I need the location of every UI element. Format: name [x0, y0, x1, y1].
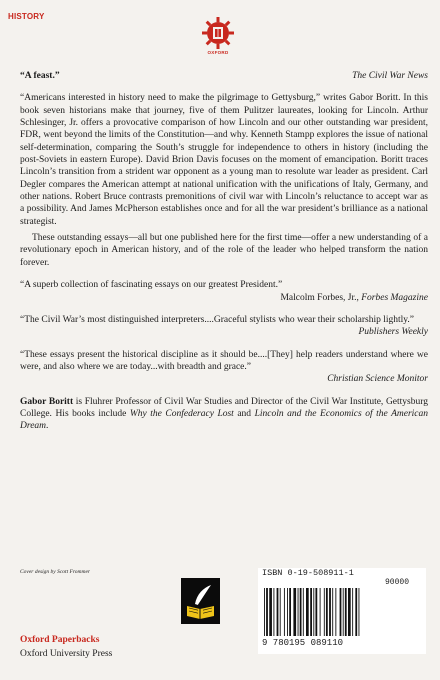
- back-cover-content: [20, 70, 428, 442]
- review-text: “These essays present the historical discipline as it should be....[They] help readers understand where we were, and also where we are today...with breadth and grace.”: [20, 349, 428, 372]
- review-attribution-name: Malcolm Forbes, Jr.,: [280, 292, 362, 303]
- headline-quote-text: “A feast.”: [20, 71, 60, 81]
- barcode-bar: [340, 588, 342, 636]
- barcode-bar: [306, 588, 309, 636]
- barcode-bar: [284, 588, 285, 636]
- author-book-title: Lincoln and the Economics of the American Dream: [20, 408, 429, 432]
- isbn-label: ISBN 0-19-508911-1: [262, 568, 354, 578]
- review-text: “The Civil War’s most distinguished interpreters....Graceful stylists who wear their scholarship lightly.”: [20, 314, 415, 325]
- barcode-bar: [277, 588, 279, 636]
- barcode-bar: [273, 588, 274, 636]
- barcode-image: [262, 588, 422, 636]
- author-bio-text: and: [233, 408, 255, 419]
- review-quote: [20, 314, 428, 339]
- review-attribution-publication: Publishers Weekly: [358, 327, 428, 338]
- publisher-name: Oxford University Press: [20, 649, 113, 659]
- barcode-bar: [280, 588, 281, 636]
- author-bio-text: .: [46, 421, 49, 432]
- barcode-bar: [332, 588, 333, 636]
- barcode-bar: [310, 588, 312, 636]
- isbn-number: 9 780195 089110: [262, 638, 344, 648]
- review-quote: [20, 279, 428, 304]
- barcode-bar: [300, 588, 302, 636]
- barcode-bar: [355, 588, 357, 636]
- review-text: “A superb collection of fascinating essays on our greatest President.”: [20, 280, 283, 291]
- barcode-bar: [315, 588, 317, 636]
- barcode-bar: [329, 588, 331, 636]
- barcode-bar: [264, 588, 265, 636]
- barcode-bar: [266, 588, 268, 636]
- barcode-bar: [289, 588, 291, 636]
- review-attribution-publication: Forbes Magazine: [361, 292, 428, 303]
- cover-design-credit: Cover design by Scott Frommer: [20, 569, 91, 575]
- author-name: Gabor Boritt: [20, 396, 74, 407]
- imprint-name: Oxford Paperbacks: [20, 635, 100, 645]
- barcode-bar: [293, 588, 296, 636]
- barcode-bar: [345, 588, 347, 636]
- barcode-bar: [335, 588, 336, 636]
- review-attribution: [20, 373, 428, 385]
- barcode-bar: [298, 588, 299, 636]
- price-code: 90000: [385, 578, 410, 587]
- barcode-bar: [303, 588, 304, 636]
- author-book-title: Why the Confederacy Lost: [129, 408, 234, 419]
- category-label: HISTORY: [8, 12, 45, 21]
- author-bio: [20, 396, 428, 433]
- review-quote: [20, 349, 428, 386]
- barcode-bar: [359, 588, 360, 636]
- barcode-bar: [352, 588, 353, 636]
- headline-quote: [20, 70, 428, 82]
- barcode-bar: [348, 588, 351, 636]
- barcode-bar: [269, 588, 272, 636]
- review-attribution: [20, 326, 428, 338]
- description-paragraph-2: These outstanding essays—all but one published here for the first time—offer a new understanding of a revolutionary epoch in American history, and of the role of the leader who helped transform the nation forever.: [20, 233, 428, 268]
- review-attribution-publication: Christian Science Monitor: [327, 374, 428, 385]
- barcode-bar: [313, 588, 314, 636]
- barcode-bar: [343, 588, 344, 636]
- headline-quote-source: The Civil War News: [352, 71, 428, 81]
- barcode-bar: [326, 588, 328, 636]
- barcode-bar: [320, 588, 321, 636]
- review-attribution: [20, 292, 428, 304]
- description-paragraph-1: “Americans interested in history need to make the pilgrimage to Gettysburg,” writes Gabor Boritt. In this book seven historians make that journey, five of them Pulitzer laureates, looking for Lincoln. Arthur Schlesinger, Jr. offers a provocative comparison of how Lincoln and our other outstanding war president, FDR, went beyond the limits of the Constitution—and why. Kenneth Stampp explores the issue of national self-determination, comparing the South’s struggle for independence to others in history (including the post-Soviets in eastern Europe). David Brion Davis focuses on the moment of emancipation. Boritt traces Lincoln’s transition from a strident war opponent as a young man to resolute war leader as president. Carl Degler compares the American attempt at national unification with the unifications of Italy, Germany, and other nations. Robert Bruce contrasts premonitions of civil war with Lincoln’s reluctance to accept war as a possibility. And James McPherson establishes once and for all the war president’s brilliance as a national strategist.: [20, 93, 428, 227]
- barcode-bar: [287, 588, 288, 636]
- barcode-bar: [324, 588, 325, 636]
- open-book-quill-icon: [181, 578, 220, 624]
- publisher-logo-label: OXFORD: [207, 50, 229, 55]
- author-bio-text: is Fluhrer Professor of Civil War Studies and Director of the Civil War Institute, Gettysburg College. His books include: [20, 396, 428, 419]
